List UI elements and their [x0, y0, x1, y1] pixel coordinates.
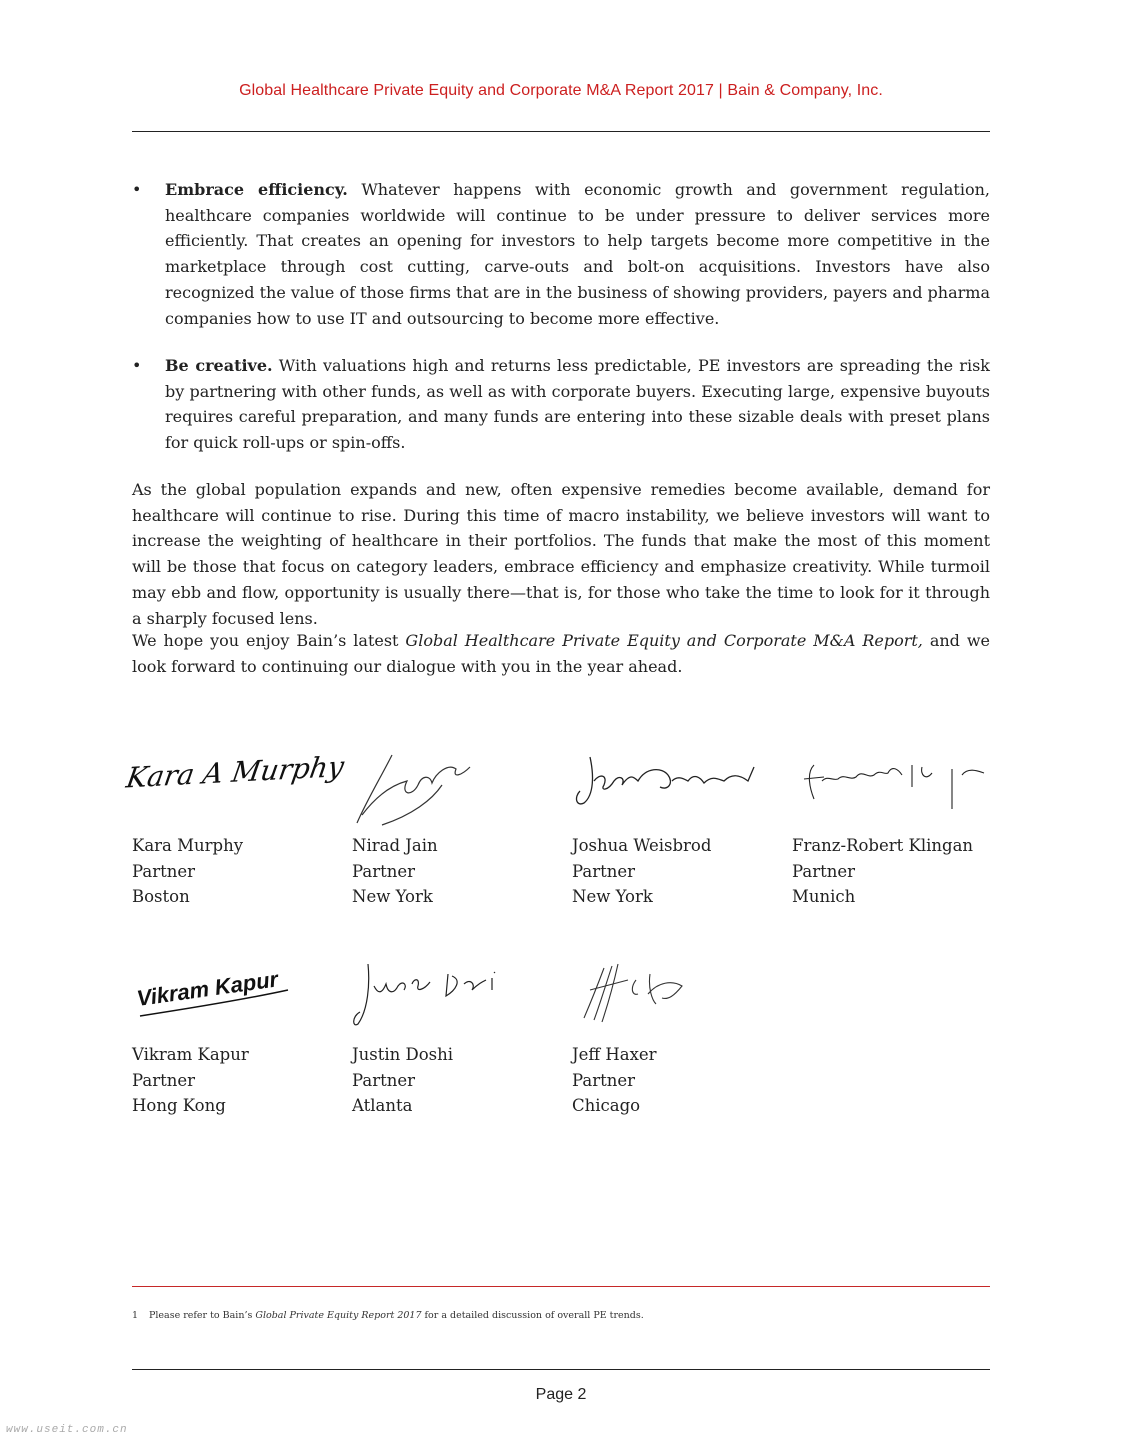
signatory-vikram-kapur	[132, 954, 342, 1119]
signature-vikram-kapur-text: Vikram Kapur	[135, 966, 280, 1011]
signature-vikram-kapur	[132, 954, 332, 1042]
signatory-name: Kara Murphy	[132, 836, 244, 855]
signatory-city: New York	[352, 887, 433, 906]
signatory-name: Jeff Haxer	[572, 1045, 657, 1064]
bullet-body: With valuations high and returns less predictable, PE investors are spreading the risk by partnering with other funds, as well as with corporate buyers. Executing large, expensive buyouts requires careful preparation, and many funds are entering into these sizable deals with preset plans for quick roll-ups or spin-offs.	[165, 356, 990, 453]
signatory-city: Atlanta	[352, 1096, 413, 1115]
signatory-title: Partner	[572, 1070, 635, 1090]
footer-divider	[132, 1369, 990, 1370]
signatory-city: Chicago	[572, 1096, 641, 1115]
signature-kara-murphy	[123, 745, 347, 833]
signatory-kara-murphy	[123, 745, 347, 910]
bullet-body: Whatever happens with economic growth and government regulation, healthcare companies worldwide will continue to be under pressure to deliver services more efficiently. That creates an opening for investors to help targets become more competitive in the marketplace through cost cutting, carve-outs and bolt-on acquisitions. Investors have also recognized the value of those firms that are in the business of showing providers, payers and pharma companies how to use IT and outsourcing to become more effective.	[165, 180, 990, 328]
signatory-title: Partner	[792, 861, 855, 881]
signatory-justin-doshi	[352, 954, 562, 1119]
signatory-name: Vikram Kapur	[132, 1045, 249, 1064]
footnote-text-end: for a detailed discussion of overall PE trends.	[421, 1310, 644, 1321]
signature-joshua-weisbrod	[572, 745, 782, 833]
signature-justin-doshi	[352, 954, 552, 1042]
footnote-report-title: Global Private Equity Report 2017	[255, 1310, 422, 1321]
invitation-paragraph	[132, 628, 990, 679]
signatory-title: Partner	[572, 861, 635, 881]
signatory-title: Partner	[132, 861, 195, 881]
signatory-franz-robert-klingan	[792, 745, 1002, 910]
bullet-lead: Be creative.	[165, 356, 273, 375]
signatory-nirad-jain	[352, 745, 562, 910]
bullet-lead: Embrace efficiency.	[165, 180, 348, 199]
watermark-text: www.useit.com.cn	[6, 1424, 128, 1436]
signatory-name: Franz-Robert Klingan	[792, 836, 974, 855]
bullet-marker: •	[132, 356, 142, 375]
signatory-title: Partner	[132, 1070, 195, 1090]
signatory-jeff-haxer	[572, 954, 782, 1119]
bullet-text	[165, 177, 990, 331]
signatory-title: Partner	[352, 861, 415, 881]
signatory-title: Partner	[352, 1070, 415, 1090]
header-divider	[132, 131, 990, 132]
invitation-text-start: We hope you enjoy Bain’s latest	[132, 631, 406, 650]
signature-jeff-haxer	[572, 954, 772, 1042]
signatory-name: Justin Doshi	[352, 1045, 454, 1064]
signatory-city: Munich	[792, 887, 856, 906]
closing-paragraph: As the global population expands and new, often expensive remedies become available, demand for healthcare will continue to rise. During this time of macro instability, we believe investors will want to increase the weighting of healthcare in their portfolios. The funds that make the most of this moment will be those that focus on category leaders, embrace efficiency and emphasize creativity. While turmoil may ebb and flow, opportunity is usually there—that is, for those who take the time to look for it through a sharply focused lens.	[132, 480, 990, 628]
report-header-title: Global Healthcare Private Equity and Corporate M&A Report 2017 | Bain & Company, Inc.	[239, 82, 883, 99]
signatory-name: Nirad Jain	[352, 836, 438, 855]
bullet-text	[165, 353, 990, 456]
signatory-city: Boston	[132, 887, 190, 906]
signatory-city: Hong Kong	[132, 1096, 226, 1115]
signatory-joshua-weisbrod	[572, 745, 782, 910]
bullet-be-creative	[132, 353, 990, 456]
footnote-divider	[132, 1286, 990, 1287]
signature-kara-murphy-text: Kara A Murphy	[123, 750, 347, 795]
footnote	[132, 1310, 990, 1321]
signature-nirad-jain	[352, 745, 552, 833]
signatory-name: Joshua Weisbrod	[572, 836, 712, 855]
signature-franz-robert-klingan	[792, 745, 1002, 833]
footnote-text-start: Please refer to Bain’s	[149, 1310, 256, 1321]
signatory-city: New York	[572, 887, 653, 906]
bullet-marker: •	[132, 180, 142, 199]
footnote-number: 1	[132, 1310, 139, 1321]
report-title-italic: Global Healthcare Private Equity and Corporate M&A Report,	[405, 631, 923, 650]
invitation-text-end: and we look forward to continuing our dialogue with you in the year ahead.	[132, 631, 991, 676]
page-number: Page 2	[535, 1386, 587, 1403]
bullet-embrace-efficiency	[132, 177, 990, 331]
